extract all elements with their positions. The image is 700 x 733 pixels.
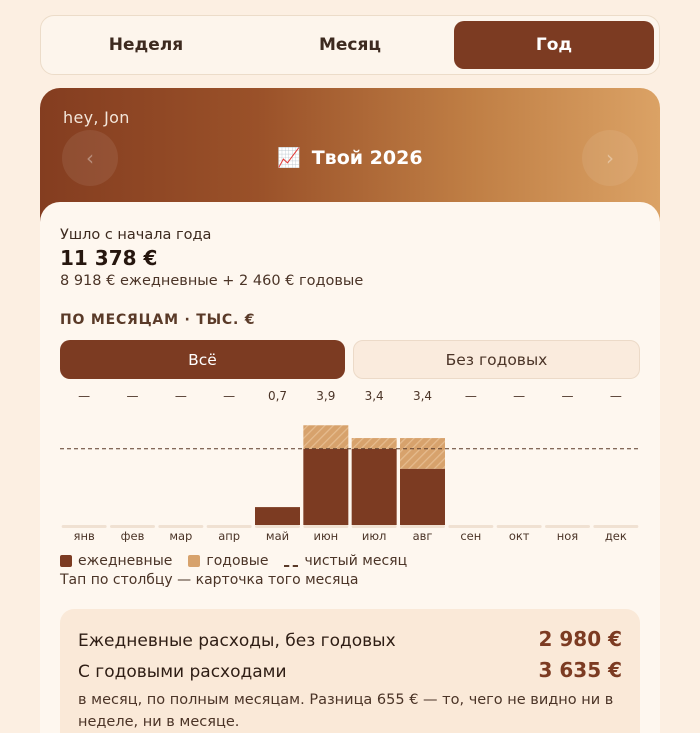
bar-track [255, 525, 300, 528]
ytd-breakdown: 8 918 € ежедневные + 2 460 € годовые [60, 273, 364, 289]
chevron-left-icon: ‹ [86, 146, 94, 170]
tab-month[interactable]: Месяц [318, 35, 382, 55]
bar-track [400, 525, 445, 528]
legend-clean-label: чистый месяц [304, 553, 408, 569]
category-label-июл: июл [361, 529, 387, 542]
bar-chart-svg [60, 384, 640, 542]
bar-track [110, 525, 155, 528]
period-switch [40, 15, 660, 75]
category-label-сен: сен [460, 529, 482, 542]
bar-track [545, 525, 590, 528]
value-label-янв: — [78, 389, 91, 403]
chart-filter [60, 340, 640, 379]
page-title [40, 146, 660, 169]
monthly-section-title: ПО МЕСЯЦАМ · ТЫС. € [60, 312, 256, 328]
legend-daily [60, 553, 172, 569]
chevron-right-icon: › [606, 146, 614, 170]
value-label-мар: — [174, 389, 187, 403]
average-note: в месяц, по полным месяцам. Разница 655 € — то, чего не видно ни в неделе, ни в месяце. [78, 692, 614, 730]
category-label-апр: апр [218, 529, 241, 542]
daily-average-value: 2 980 € [538, 627, 622, 651]
category-label-авг: авг [412, 529, 433, 542]
category-label-окт: окт [508, 529, 530, 542]
filter-no-annual-button[interactable]: Без годовых [353, 340, 640, 379]
bar-track [303, 525, 348, 528]
page-title-text: Твой 2026 [311, 147, 423, 169]
chart-up-icon: 📈 [277, 147, 302, 169]
filter-all-button[interactable]: Всё [60, 340, 345, 379]
chart-legend [60, 553, 423, 569]
year-summary-card [40, 202, 660, 733]
legend-clean-month [284, 553, 407, 569]
category-label-янв: янв [73, 529, 95, 542]
category-label-фев: фев [120, 529, 145, 542]
daily-average-label: Ежедневные расходы, без годовых [78, 631, 396, 651]
value-label-ноя: — [561, 389, 574, 403]
ytd-label: Ушло с начала года [60, 227, 212, 243]
category-label-мар: мар [169, 529, 193, 542]
next-year-button[interactable] [582, 130, 638, 186]
value-label-авг: 3,4 [412, 389, 433, 403]
chart-hint: Тап по столбцу — карточка того месяца [60, 572, 359, 588]
tab-year[interactable]: Год [454, 21, 654, 69]
legend-annual-label: годовые [206, 553, 269, 569]
bar-daily-май[interactable] [255, 507, 300, 525]
bar-track [448, 525, 493, 528]
legend-annual [188, 553, 268, 569]
category-label-май: май [265, 529, 290, 542]
ytd-total: 11 378 € [60, 246, 158, 270]
value-label-май: 0,7 [267, 389, 288, 403]
monthly-average-box [60, 609, 640, 733]
bar-annual-авг[interactable] [400, 438, 445, 469]
bar-track [497, 525, 542, 528]
total-average-label: С годовыми расходами [78, 662, 287, 682]
value-label-окт: — [513, 389, 526, 403]
category-label-ноя: ноя [556, 529, 579, 542]
value-label-июл: 3,4 [364, 389, 384, 403]
total-average-value: 3 635 € [538, 658, 622, 682]
bar-daily-июл[interactable] [352, 449, 397, 525]
bar-annual-июл[interactable] [352, 438, 397, 449]
value-label-июн: 3,9 [316, 389, 336, 403]
bar-track [593, 525, 638, 528]
bar-daily-авг[interactable] [400, 469, 445, 525]
tab-week[interactable]: Неделя [108, 35, 184, 55]
dashed-line-swatch [284, 555, 298, 567]
value-label-фев: — [126, 389, 139, 403]
legend-daily-label: ежедневные [78, 553, 173, 569]
bar-track [207, 525, 252, 528]
greeting: hey, Jon [63, 108, 130, 127]
category-label-дек: дек [604, 529, 627, 542]
bar-daily-июн[interactable] [303, 449, 348, 525]
value-label-сен: — [464, 389, 477, 403]
bar-track [352, 525, 397, 528]
value-label-дек: — [609, 389, 622, 403]
daily-swatch [60, 555, 72, 567]
annual-swatch [188, 555, 200, 567]
bar-track [158, 525, 203, 528]
monthly-bar-chart [60, 384, 640, 542]
total-average-row [78, 658, 622, 682]
daily-average-row [78, 627, 622, 651]
value-label-апр: — [223, 389, 236, 403]
bar-annual-июн[interactable] [303, 425, 348, 449]
bar-track [62, 525, 107, 528]
category-label-июн: июн [313, 529, 339, 542]
